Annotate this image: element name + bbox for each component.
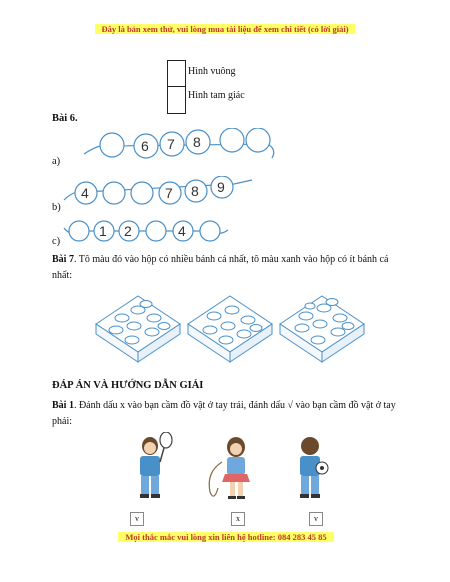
boy-with-ball	[300, 437, 328, 498]
square-label: Hình vuông	[188, 66, 236, 77]
answer-mark-2[interactable]: x	[231, 512, 245, 526]
bead-number: 8	[191, 183, 199, 199]
hotline-banner: Mọi thắc mắc vui lòng xin liên hệ hotline: 084 283 45 85	[118, 532, 334, 542]
bead-number: 1	[99, 223, 107, 239]
triangle-label: Hình tam giác	[188, 90, 245, 101]
boy-with-racket	[140, 432, 172, 498]
bai7-text: . Tô màu đỏ vào hộp có nhiều bánh cá nhất, tô màu xanh vào hộp có ít bánh cá nhất:	[52, 254, 389, 281]
bead-number: 2	[124, 223, 132, 239]
bead-string-b	[62, 176, 257, 210]
bead-string-a	[82, 128, 282, 164]
bai1-title: Bài 1	[52, 400, 74, 411]
triangle-answer-box[interactable]	[167, 86, 186, 114]
bead-number: 7	[167, 136, 175, 152]
bead[interactable]	[246, 128, 270, 152]
answer-mark-1[interactable]: v	[130, 512, 144, 526]
bead-number: 7	[165, 185, 173, 201]
bai7-instructions	[52, 252, 402, 284]
row-c-label: c)	[52, 236, 61, 247]
row-b-label: b)	[52, 202, 61, 213]
answer-mark-3[interactable]: v	[309, 512, 323, 526]
square-answer-box[interactable]	[167, 60, 186, 88]
girl-with-rope	[209, 437, 250, 499]
bead[interactable]	[69, 221, 89, 241]
bai1-text: . Đánh dấu x vào bạn cầm đồ vật ở tay trái, đánh dấu √ vào bạn cầm đồ vật ở tay phải:	[52, 400, 396, 427]
bead-number: 4	[178, 223, 186, 239]
preview-banner: Đây là bản xem thử, vui lòng mua tài liệu để xem chi tiết (có lời giải)	[95, 24, 355, 34]
bead[interactable]	[103, 182, 125, 204]
bead-number: 8	[193, 134, 201, 150]
bead-string-c	[62, 216, 232, 246]
answers-heading: ĐÁP ÁN VÀ HƯỚNG DẪN GIẢI	[52, 380, 204, 391]
bai7-title: Bài 7	[52, 254, 74, 265]
bead[interactable]	[146, 221, 166, 241]
bead[interactable]	[200, 221, 220, 241]
bead[interactable]	[131, 182, 153, 204]
fish-box-2[interactable]	[188, 296, 272, 362]
bead[interactable]	[220, 128, 244, 152]
bead-number: 4	[81, 185, 89, 201]
bai1-instructions	[52, 398, 402, 430]
bai6-title: Bài 6.	[52, 113, 78, 124]
fish-box-1[interactable]	[96, 296, 180, 362]
children-illustration	[110, 432, 340, 512]
fish-box-3[interactable]	[280, 296, 364, 362]
fish-cake-boxes	[92, 290, 372, 370]
bead-number: 6	[141, 138, 149, 154]
bead[interactable]	[100, 133, 124, 157]
row-a-label: a)	[52, 156, 61, 167]
bead-number: 9	[217, 179, 225, 195]
